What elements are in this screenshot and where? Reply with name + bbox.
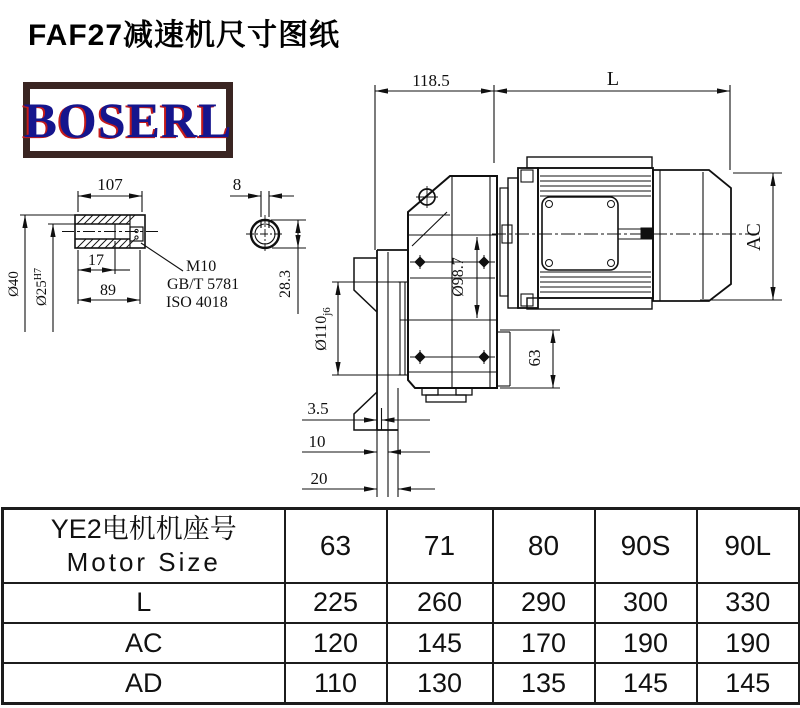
- table-cell: 190: [595, 623, 697, 663]
- dim-28-3-label: 28.3: [277, 270, 294, 298]
- dim-L-label: L: [606, 68, 620, 90]
- table-row-L: [3, 583, 800, 623]
- standard-gbt-label: GB/T 5781: [167, 276, 240, 293]
- dim-89-label: 89: [100, 282, 116, 299]
- table-cell: 110: [285, 663, 387, 703]
- row-label-AC: AC: [3, 623, 285, 663]
- table-cell: 290: [493, 583, 595, 623]
- table-cell: 145: [595, 663, 697, 703]
- motor-size-table: [1, 507, 800, 705]
- header-motor-size-cell: [3, 509, 285, 583]
- table-row-AD: [3, 663, 800, 703]
- dim-d98-7-label: Ø98.7: [450, 257, 467, 297]
- size-90s-cell: 90S: [595, 509, 697, 583]
- output-flange: [354, 250, 408, 430]
- dim-3-5-label: 3.5: [307, 399, 329, 418]
- table-cell: 170: [493, 623, 595, 663]
- dimension-labels: [6, 68, 765, 488]
- header-cn-label: YE2电机机座号: [50, 514, 237, 545]
- table-cell: 260: [387, 583, 493, 623]
- motor: [492, 157, 760, 309]
- table-cell: 135: [493, 663, 595, 703]
- dim-8-label: 8: [232, 175, 242, 194]
- shaft-end-view: [246, 215, 284, 253]
- row-label-L: L: [3, 583, 285, 623]
- dim-AC-label: AC: [743, 223, 765, 251]
- table-cell: 330: [697, 583, 800, 623]
- table-cell: 120: [285, 623, 387, 663]
- dimension-lines-left: [20, 191, 306, 332]
- dim-d110j6-label: $Ø110_{j6}$: [313, 307, 333, 351]
- dim-d40-label: Ø40: [6, 271, 22, 297]
- dim-63-label: 63: [525, 349, 544, 367]
- dim-d25h7-label: $Ø25^{H7}$: [33, 267, 50, 307]
- size-71-cell: 71: [387, 509, 493, 583]
- dimension-lines-main: [302, 85, 782, 497]
- table-header-row: [3, 509, 800, 583]
- dim-17-label: 17: [88, 252, 104, 269]
- table-row-AC: [3, 623, 800, 663]
- table-cell: 130: [387, 663, 493, 703]
- table-cell: 145: [697, 663, 800, 703]
- header-en-label: Motor Size: [66, 547, 221, 578]
- table-cell: 225: [285, 583, 387, 623]
- output-shaft-section-view: [62, 215, 160, 248]
- table-cell: 190: [697, 623, 800, 663]
- page-title: FAF27减速机尺寸图纸: [28, 19, 341, 52]
- dim-118-5-label: 118.5: [412, 71, 450, 90]
- boserl-logo-text: BOSERL: [23, 92, 233, 148]
- standard-iso-label: ISO 4018: [166, 294, 228, 311]
- size-90l-cell: 90L: [697, 509, 800, 583]
- row-label-AD: AD: [3, 663, 285, 703]
- size-80-cell: 80: [493, 509, 595, 583]
- table-cell: 300: [595, 583, 697, 623]
- size-63-cell: 63: [285, 509, 387, 583]
- dim-107-label: 107: [97, 175, 123, 194]
- dim-20-label: 20: [310, 469, 328, 488]
- thread-m10-label: M10: [186, 258, 217, 275]
- dim-10-label: 10: [308, 432, 326, 451]
- table-cell: 145: [387, 623, 493, 663]
